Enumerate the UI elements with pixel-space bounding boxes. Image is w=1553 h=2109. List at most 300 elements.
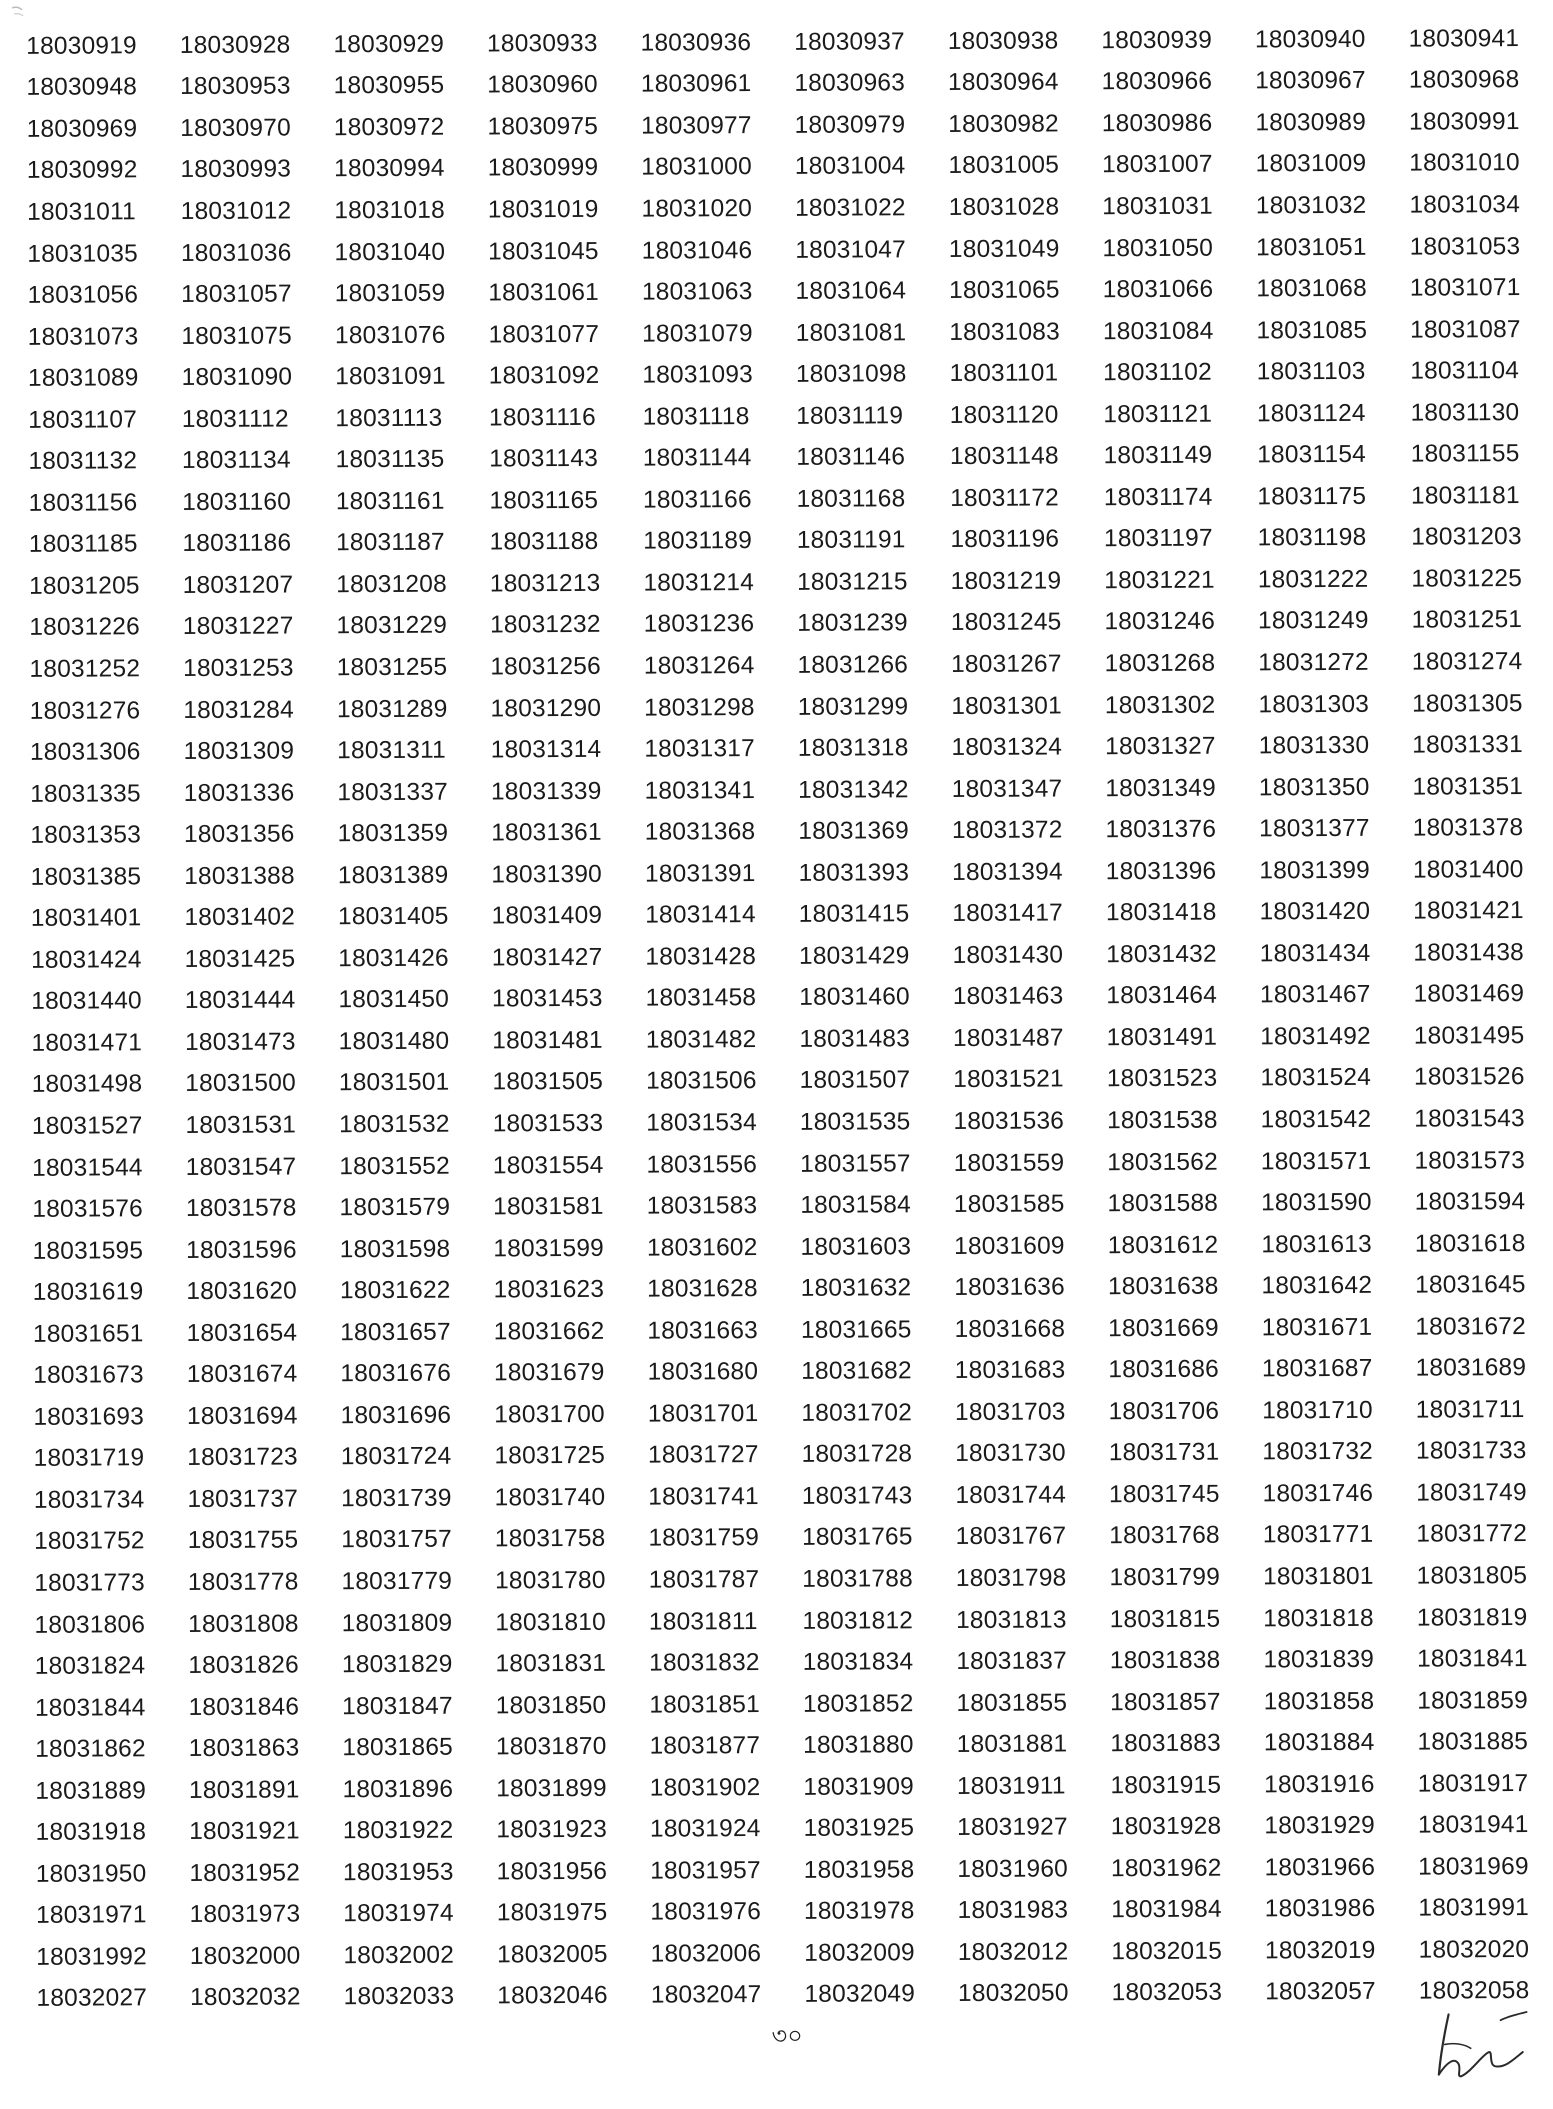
roll-number-cell: 18032015 xyxy=(1111,1937,1223,1966)
roll-number-cell: 18031388 xyxy=(184,862,295,890)
roll-number-cell: 18031376 xyxy=(1105,815,1217,844)
roll-number-cell: 18032006 xyxy=(650,1939,762,1968)
roll-number-cell: 18031036 xyxy=(180,238,292,267)
roll-number-cell: 18030989 xyxy=(1255,108,1367,137)
roll-number-cell: 18031594 xyxy=(1414,1188,1526,1216)
roll-number-cell: 18031438 xyxy=(1413,938,1525,967)
roll-number-cell: 18031883 xyxy=(1110,1729,1221,1758)
roll-number-cell: 18031480 xyxy=(338,1027,450,1056)
roll-number-cell: 18031215 xyxy=(796,568,908,596)
roll-number-cell: 18031249 xyxy=(1257,607,1369,635)
roll-number-cell: 18031421 xyxy=(1413,897,1524,925)
roll-number-cell: 18031609 xyxy=(954,1232,1065,1260)
roll-number-cell: 18031414 xyxy=(645,901,756,929)
roll-number-cell: 18031538 xyxy=(1106,1106,1218,1135)
roll-number-cell: 18031654 xyxy=(186,1319,298,1347)
roll-number-cell: 18031772 xyxy=(1416,1520,1528,1549)
roll-number-cell: 18031531 xyxy=(185,1111,297,1140)
roll-number-cell: 18031420 xyxy=(1259,898,1371,926)
roll-number-cell: 18031732 xyxy=(1262,1438,1374,1466)
roll-number-cell: 18031673 xyxy=(33,1361,144,1390)
roll-number-cell: 18031385 xyxy=(30,862,142,891)
roll-number-cell: 18031941 xyxy=(1417,1811,1529,1839)
roll-number-cell: 18031266 xyxy=(797,651,909,679)
roll-number-cell: 18031847 xyxy=(342,1692,453,1720)
roll-number-cell: 18031839 xyxy=(1263,1645,1375,1674)
roll-number-cell: 18031773 xyxy=(34,1569,145,1597)
roll-number-cell: 18031305 xyxy=(1411,689,1523,718)
roll-number-cell: 18031638 xyxy=(1107,1272,1219,1301)
roll-number-cell: 18031976 xyxy=(650,1898,762,1926)
roll-number-cell: 18031950 xyxy=(35,1860,147,1888)
roll-number-cell: 18031000 xyxy=(641,153,752,182)
roll-number-cell: 18030936 xyxy=(640,28,752,57)
roll-number-cell: 18032012 xyxy=(957,1938,1069,1966)
roll-number-cell: 18031960 xyxy=(957,1855,1069,1883)
roll-number-cell: 18032002 xyxy=(343,1941,455,1970)
roll-number-cell: 18031749 xyxy=(1416,1478,1527,1507)
roll-number-cell: 18031040 xyxy=(334,238,446,266)
roll-number-cell: 18031311 xyxy=(337,736,446,765)
roll-number-cell: 18031424 xyxy=(30,946,142,974)
roll-number-cell: 18031487 xyxy=(952,1024,1064,1052)
roll-number-cell: 18031134 xyxy=(181,446,291,475)
roll-number-cell: 18031829 xyxy=(341,1650,453,1679)
roll-number-cell: 18031952 xyxy=(189,1859,301,1887)
roll-number-cell: 18031372 xyxy=(951,816,1063,845)
roll-number-cell: 18031523 xyxy=(1106,1065,1218,1093)
roll-number-cell: 18031093 xyxy=(642,361,754,389)
roll-number-cell: 18031846 xyxy=(188,1693,300,1721)
roll-number-cell: 18031598 xyxy=(339,1235,451,1263)
roll-number-cell: 18030953 xyxy=(179,72,291,101)
roll-number-cell: 18032005 xyxy=(496,1940,608,1969)
roll-number-cell: 18031450 xyxy=(338,986,450,1014)
roll-number-cell: 18031168 xyxy=(796,485,906,513)
roll-number-cell: 18031702 xyxy=(801,1399,913,1427)
roll-number-cell: 18031389 xyxy=(337,861,449,889)
roll-number-cell: 18031359 xyxy=(337,819,449,848)
roll-number-cell: 18031767 xyxy=(955,1522,1067,1551)
roll-number-cell: 18031881 xyxy=(956,1730,1068,1759)
roll-number-cell: 18031272 xyxy=(1258,648,1369,677)
roll-number-cell: 18031256 xyxy=(490,652,601,681)
roll-number-cell: 18031415 xyxy=(798,900,910,929)
roll-number-cell: 18031085 xyxy=(1256,316,1368,345)
roll-number-cell: 18031087 xyxy=(1410,315,1521,344)
roll-number-cell: 18031711 xyxy=(1415,1395,1525,1424)
roll-number-cell: 18031185 xyxy=(28,530,138,559)
roll-number-cell: 18031837 xyxy=(956,1647,1067,1676)
roll-number-cell: 18030960 xyxy=(487,71,598,99)
roll-number-cell: 18031923 xyxy=(496,1816,608,1844)
roll-number-cell: 18031135 xyxy=(335,445,445,474)
roll-number-cell: 18031007 xyxy=(1101,151,1213,179)
roll-number-cell: 18031731 xyxy=(1108,1438,1220,1467)
roll-number-cell: 18031745 xyxy=(1108,1480,1220,1509)
roll-number-cell: 18031585 xyxy=(953,1190,1065,1219)
roll-number-cell: 18031779 xyxy=(341,1567,453,1596)
roll-number-cell: 18031172 xyxy=(950,484,1060,512)
roll-number-cell: 18031665 xyxy=(800,1315,912,1344)
roll-number-cell: 18031495 xyxy=(1413,1021,1525,1050)
roll-number-cell: 18031623 xyxy=(493,1276,605,1304)
roll-number-cell: 18031962 xyxy=(1110,1854,1222,1883)
roll-number-cell: 18031181 xyxy=(1410,481,1520,510)
roll-number-cell: 18031378 xyxy=(1412,814,1524,842)
roll-number-cell: 18031584 xyxy=(800,1191,911,1219)
roll-number-cell: 18031679 xyxy=(493,1359,605,1387)
roll-number-cell: 18031425 xyxy=(184,945,296,973)
roll-number-cell: 18031264 xyxy=(643,652,755,680)
roll-number-cell: 18031806 xyxy=(34,1610,146,1639)
roll-number-cell: 18031222 xyxy=(1257,565,1369,594)
roll-number-cell: 18031918 xyxy=(35,1818,147,1847)
roll-number-cell: 18031671 xyxy=(1261,1313,1373,1342)
roll-number-cell: 18031844 xyxy=(34,1693,146,1722)
roll-number-cell: 18030919 xyxy=(26,32,137,60)
roll-number-cell: 18031896 xyxy=(342,1775,454,1803)
roll-number-cell: 18031696 xyxy=(340,1401,452,1430)
roll-number-cell: 18031253 xyxy=(183,654,294,683)
roll-number-cell: 18031521 xyxy=(953,1065,1064,1094)
roll-number-cell: 18030986 xyxy=(1101,109,1213,138)
roll-number-cell: 18031053 xyxy=(1409,232,1521,261)
roll-number-cell: 18031045 xyxy=(488,237,599,265)
roll-number-cell: 18031252 xyxy=(29,655,141,683)
roll-number-cell: 18031768 xyxy=(1109,1522,1220,1550)
roll-number-cell: 18031116 xyxy=(488,403,597,432)
roll-number-cell: 18031746 xyxy=(1262,1479,1374,1508)
roll-number-cell: 18030929 xyxy=(333,30,445,59)
roll-number-cell: 18031535 xyxy=(799,1108,911,1136)
roll-number-cell: 18031744 xyxy=(955,1481,1067,1509)
roll-number-cell: 18030940 xyxy=(1254,25,1366,54)
roll-number-cell: 18031966 xyxy=(1264,1853,1376,1882)
roll-number-cell: 18031405 xyxy=(337,902,449,931)
roll-number-cell: 18031885 xyxy=(1417,1728,1529,1756)
roll-number-cell: 18031428 xyxy=(645,942,757,971)
roll-number-cell: 18031755 xyxy=(187,1526,299,1555)
roll-number-cell: 18031501 xyxy=(338,1069,450,1097)
roll-number-cell: 18031737 xyxy=(187,1485,299,1513)
roll-number-cell: 18031444 xyxy=(184,986,296,1015)
roll-number-cell: 18031351 xyxy=(1412,772,1524,801)
roll-number-cell: 18031724 xyxy=(340,1443,452,1471)
roll-number-cell: 18031155 xyxy=(1410,440,1520,468)
roll-number-cell: 18031834 xyxy=(802,1648,914,1676)
roll-number-cell: 18032027 xyxy=(36,1984,148,2013)
roll-number-cell: 18031701 xyxy=(647,1399,759,1428)
roll-number-cell: 18031175 xyxy=(1257,482,1367,511)
roll-number-cell: 18030939 xyxy=(1101,26,1213,54)
roll-number-cell: 18031063 xyxy=(641,278,753,306)
roll-number-cell: 18031298 xyxy=(644,693,755,722)
roll-number-cell: 18031350 xyxy=(1258,773,1370,802)
roll-number-cell: 18031984 xyxy=(1111,1896,1222,1924)
roll-number-cell: 18031689 xyxy=(1415,1354,1527,1382)
roll-number-cell: 18031808 xyxy=(188,1610,299,1638)
roll-number-cell: 18031469 xyxy=(1413,980,1525,1008)
roll-number-cell: 18031482 xyxy=(645,1025,757,1054)
roll-number-cell: 18030979 xyxy=(794,111,906,139)
roll-number-cell: 18032032 xyxy=(189,1983,301,2012)
roll-number-cell: 18031418 xyxy=(1105,898,1217,927)
roll-number-cell: 18031267 xyxy=(950,650,1062,678)
roll-number-cell: 18031505 xyxy=(492,1068,604,1096)
roll-number-cell: 18030933 xyxy=(486,29,598,58)
roll-number-cell: 18031619 xyxy=(32,1278,144,1307)
roll-number-cell: 18031741 xyxy=(648,1482,759,1511)
roll-number-cell: 18031902 xyxy=(649,1773,761,1802)
roll-number-cell: 18032049 xyxy=(804,1980,916,2009)
roll-number-cell: 18031533 xyxy=(492,1109,604,1138)
roll-number-cell: 18031104 xyxy=(1410,357,1520,385)
roll-number-cell: 18031758 xyxy=(494,1525,606,1553)
roll-number-cell: 18031274 xyxy=(1411,648,1523,676)
roll-number-cell: 18031198 xyxy=(1257,524,1367,552)
roll-number-cell: 18031098 xyxy=(795,360,907,388)
roll-number-cell: 18031031 xyxy=(1102,192,1213,221)
roll-number-cell: 18031309 xyxy=(183,737,295,766)
roll-number-cell: 18031187 xyxy=(335,529,445,557)
roll-number-cell: 18031427 xyxy=(491,943,603,972)
roll-number-cell: 18031877 xyxy=(649,1732,761,1760)
roll-number-cell: 18032050 xyxy=(957,1979,1069,2008)
roll-number-cell: 18031148 xyxy=(949,442,1059,471)
roll-number-cell: 18031703 xyxy=(954,1398,1066,1426)
roll-number-cell: 18031958 xyxy=(803,1856,915,1884)
roll-number-cell: 18031986 xyxy=(1264,1895,1376,1923)
roll-number-cell: 18030970 xyxy=(180,114,291,142)
roll-number-cell: 18031120 xyxy=(949,401,1059,429)
roll-number-cell: 18031921 xyxy=(189,1817,300,1846)
roll-number-cell: 18031978 xyxy=(803,1897,915,1926)
roll-number-cell: 18031028 xyxy=(948,193,1060,221)
roll-number-cell: 18031107 xyxy=(28,405,138,434)
roll-number-cell: 18031583 xyxy=(646,1192,758,1220)
roll-number-cell: 18031317 xyxy=(644,735,755,763)
roll-number-cell: 18031035 xyxy=(27,239,139,268)
roll-number-cell: 18031532 xyxy=(339,1110,450,1139)
roll-number-cell: 18031290 xyxy=(490,694,602,722)
roll-number-cell: 18031595 xyxy=(32,1236,144,1265)
roll-number-cell: 18031197 xyxy=(1103,524,1213,553)
roll-number-cell: 18031032 xyxy=(1255,191,1367,220)
roll-number-cell: 18031870 xyxy=(495,1733,607,1761)
roll-number-cell: 18031855 xyxy=(956,1689,1068,1717)
scan-mark-icon xyxy=(8,4,32,24)
roll-number-cell: 18031674 xyxy=(186,1360,298,1389)
roll-number-cell: 18031103 xyxy=(1256,357,1366,386)
roll-number-cell: 18031559 xyxy=(953,1148,1065,1177)
roll-number-cell: 18031046 xyxy=(641,236,753,265)
roll-number-cell: 18031668 xyxy=(954,1315,1066,1343)
roll-number-cell: 18031049 xyxy=(948,234,1060,263)
roll-number-cell: 18031065 xyxy=(949,276,1060,305)
roll-number-cell: 18031498 xyxy=(31,1070,143,1099)
roll-number-cell: 18031219 xyxy=(950,567,1062,595)
roll-number-cell: 18030967 xyxy=(1255,67,1366,95)
roll-number-cell: 18031229 xyxy=(336,612,448,640)
roll-number-cell: 18031706 xyxy=(1108,1397,1220,1426)
roll-number-cell: 18031156 xyxy=(28,489,138,517)
roll-number-cell: 18031213 xyxy=(489,569,601,598)
roll-number-cell: 18031118 xyxy=(642,402,750,431)
roll-number-cell: 18031579 xyxy=(339,1193,451,1222)
roll-number-cell: 18031246 xyxy=(1104,608,1216,636)
roll-number-cell: 18031005 xyxy=(948,151,1060,180)
roll-number-cell: 18031130 xyxy=(1410,398,1520,427)
roll-number-cell: 18031576 xyxy=(32,1195,144,1223)
roll-number-cell: 18031102 xyxy=(1103,358,1212,387)
roll-number-cell: 18031543 xyxy=(1414,1105,1525,1133)
roll-number-cell: 18031557 xyxy=(800,1149,911,1178)
roll-number-cell: 18031245 xyxy=(950,608,1062,637)
roll-number-cell: 18031809 xyxy=(341,1609,453,1637)
roll-number-cell: 18031119 xyxy=(796,401,904,430)
roll-number-cell: 18031205 xyxy=(28,572,140,600)
roll-number-cell: 18031101 xyxy=(949,359,1059,388)
roll-number-cell: 18031064 xyxy=(795,277,907,305)
roll-number-cell: 18031318 xyxy=(797,734,909,762)
roll-number-cell: 18031680 xyxy=(647,1358,759,1386)
roll-number-cell: 18030992 xyxy=(26,156,138,185)
roll-number-cell: 18031112 xyxy=(181,405,289,433)
roll-number-cell: 18031113 xyxy=(335,404,443,432)
roll-number-cell: 18032033 xyxy=(343,1983,455,2011)
roll-number-cell: 18031884 xyxy=(1263,1729,1375,1757)
roll-number-cell: 18031740 xyxy=(494,1483,606,1512)
roll-number-cell: 18031693 xyxy=(33,1403,145,1431)
roll-number-cell: 18031303 xyxy=(1258,690,1370,718)
roll-number-cell: 18031019 xyxy=(487,195,599,224)
roll-number-cell: 18031208 xyxy=(336,570,447,599)
roll-number-cell: 18030975 xyxy=(487,112,599,141)
roll-number-cell: 18031865 xyxy=(342,1733,454,1762)
roll-number-cell: 18031073 xyxy=(27,322,139,351)
roll-number-cell: 18031909 xyxy=(803,1772,915,1801)
page-number: ৩০ xyxy=(771,2021,803,2050)
roll-number-cell: 18031788 xyxy=(802,1565,913,1593)
roll-number-cell: 18031075 xyxy=(181,322,293,350)
roll-number-cell: 18030991 xyxy=(1408,107,1520,136)
roll-number-cell: 18031057 xyxy=(181,280,292,309)
roll-number-cell: 18031507 xyxy=(799,1066,911,1095)
roll-number-cell: 18031628 xyxy=(647,1275,758,1303)
roll-number-cell: 18031430 xyxy=(952,941,1064,969)
roll-number-cell: 18031255 xyxy=(336,653,448,682)
roll-number-cell: 18031983 xyxy=(957,1896,1069,1925)
roll-number-cell: 18030966 xyxy=(1101,67,1213,96)
roll-number-cell: 18031071 xyxy=(1409,274,1521,302)
roll-number-cell: 18031092 xyxy=(488,362,600,390)
roll-number-cell: 18031571 xyxy=(1260,1147,1372,1175)
roll-number-cell: 18031700 xyxy=(494,1400,605,1429)
roll-number-cell: 18031391 xyxy=(644,859,756,888)
roll-number-cell: 18031225 xyxy=(1411,564,1523,593)
roll-number-grid xyxy=(26,18,1536,2020)
roll-number-cell: 18030928 xyxy=(179,31,291,59)
roll-number-cell: 18031588 xyxy=(1107,1189,1219,1218)
roll-number-cell: 18031824 xyxy=(34,1652,146,1680)
roll-number-cell: 18031916 xyxy=(1264,1770,1375,1799)
roll-number-cell: 18031603 xyxy=(800,1232,912,1261)
roll-number-cell: 18031059 xyxy=(334,279,446,308)
roll-number-cell: 18031239 xyxy=(797,609,908,638)
roll-number-cell: 18030972 xyxy=(333,113,445,142)
roll-number-cell: 18031341 xyxy=(644,776,756,805)
roll-number-cell: 18031739 xyxy=(340,1484,452,1513)
roll-number-cell: 18031009 xyxy=(1255,150,1367,178)
roll-number-cell: 18031578 xyxy=(185,1194,297,1223)
roll-number-cell: 18031034 xyxy=(1409,190,1521,219)
roll-number-cell: 18031066 xyxy=(1102,275,1214,304)
roll-number-cell: 18031047 xyxy=(795,235,906,264)
roll-number-cell: 18031251 xyxy=(1411,606,1523,635)
roll-number-cell: 18031544 xyxy=(32,1153,143,1182)
roll-number-cell: 18031672 xyxy=(1415,1312,1526,1341)
roll-number-cell: 18030938 xyxy=(947,27,1059,55)
roll-number-cell: 18031612 xyxy=(1107,1231,1219,1259)
roll-number-cell: 18031186 xyxy=(182,529,292,558)
roll-number-cell: 18031733 xyxy=(1415,1437,1527,1465)
roll-number-cell: 18031390 xyxy=(491,860,603,889)
roll-number-cell: 18032047 xyxy=(650,1981,762,2010)
roll-number-cell: 18031089 xyxy=(27,364,139,392)
roll-number-cell: 18031799 xyxy=(1109,1563,1221,1592)
roll-number-cell: 18031174 xyxy=(1103,483,1213,512)
roll-number-cell: 18030955 xyxy=(333,71,445,100)
roll-number-cell: 18031686 xyxy=(1108,1355,1220,1384)
roll-number-cell: 18031121 xyxy=(1103,400,1213,428)
roll-number-cell: 18031922 xyxy=(342,1816,454,1845)
roll-number-cell: 18031306 xyxy=(29,738,141,766)
roll-number-cell: 18031011 xyxy=(27,198,136,226)
roll-number-cell: 18031815 xyxy=(1109,1605,1221,1633)
roll-number-cell: 18031467 xyxy=(1259,981,1371,1009)
roll-number-cell: 18031526 xyxy=(1413,1063,1525,1092)
roll-number-cell: 18031330 xyxy=(1258,731,1370,760)
roll-number-cell: 18031144 xyxy=(642,444,752,472)
roll-number-cell: 18031927 xyxy=(957,1813,1068,1842)
roll-number-cell: 18031084 xyxy=(1102,317,1214,345)
roll-number-cell: 18031622 xyxy=(339,1276,451,1305)
roll-number-cell: 18031050 xyxy=(1102,234,1214,262)
roll-number-cell: 18031683 xyxy=(954,1356,1066,1385)
roll-number-cell: 18031662 xyxy=(493,1317,605,1346)
roll-number-cell: 18031396 xyxy=(1105,857,1217,885)
roll-number-cell: 18031552 xyxy=(339,1152,450,1180)
roll-number-cell: 18031401 xyxy=(30,904,142,933)
roll-number-cell: 18031757 xyxy=(341,1526,452,1554)
roll-number-cell: 18031974 xyxy=(343,1900,454,1928)
roll-number-cell: 18030999 xyxy=(487,154,599,182)
roll-number-cell: 18031859 xyxy=(1417,1686,1528,1715)
roll-number-cell: 18031971 xyxy=(35,1901,147,1930)
roll-number-cell: 18031402 xyxy=(184,903,296,932)
roll-number-cell: 18031891 xyxy=(188,1776,300,1804)
roll-number-cell: 18031991 xyxy=(1418,1894,1530,1922)
roll-number-cell: 18031957 xyxy=(650,1856,761,1885)
roll-number-cell: 18030961 xyxy=(640,70,752,98)
roll-number-cell: 18031917 xyxy=(1417,1769,1529,1798)
roll-number-cell: 18031500 xyxy=(185,1069,296,1098)
roll-number-cell: 18031236 xyxy=(643,610,755,639)
roll-number-cell: 18031805 xyxy=(1416,1562,1528,1590)
roll-number-cell: 18031632 xyxy=(800,1274,912,1302)
roll-number-cell: 18031076 xyxy=(334,321,446,349)
